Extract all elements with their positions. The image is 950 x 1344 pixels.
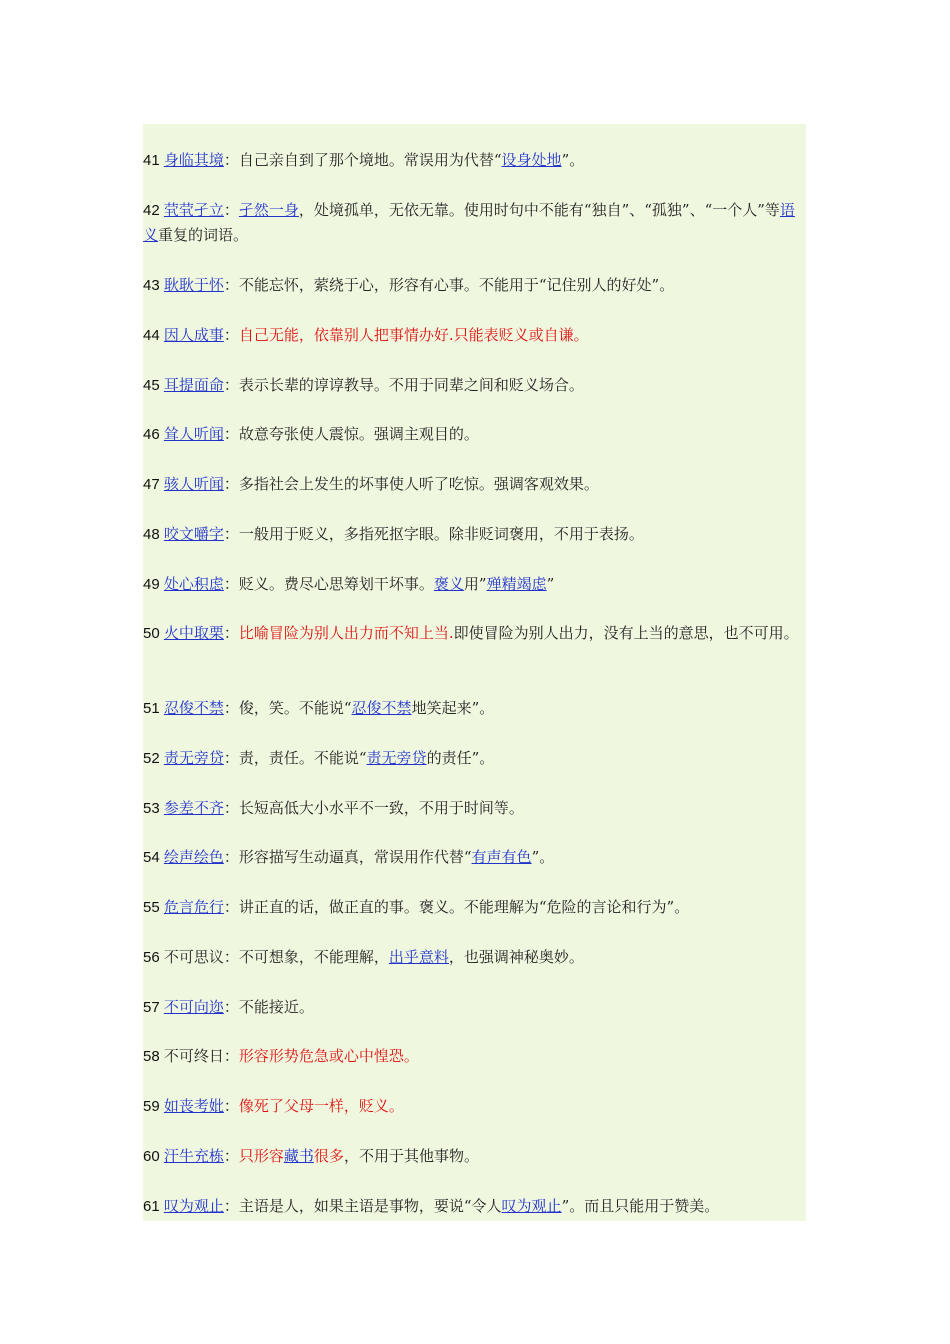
idiom-entry — [143, 796, 806, 821]
entry-text: ”。 — [531, 848, 555, 866]
entry-text: ： — [223, 1147, 239, 1165]
idiom-link[interactable]: 叹为观止 — [163, 1197, 224, 1215]
entry-text: ：主语是人，如果主语是事物，要说“令人 — [223, 1197, 502, 1215]
entry-text: ：长短高低大小水平不一致，不用于时间等。 — [223, 799, 524, 817]
idiom-entry — [143, 696, 806, 721]
idiom-entry — [143, 945, 806, 970]
idiom-link[interactable]: 茕茕孑立 — [163, 201, 224, 219]
entry-text: ”。 — [561, 151, 585, 169]
entry-text: 地笑起来”。 — [411, 699, 495, 717]
entry-text: ，也强调神秘奥妙。 — [448, 948, 584, 966]
highlighted-text: 像死了父母一样，贬义。 — [238, 1097, 404, 1115]
entry-number: 58 — [143, 1048, 164, 1065]
idiom-entry — [143, 273, 806, 298]
entry-text: ：俊，笑。不能说“ — [223, 699, 352, 717]
entry-number: 42 — [143, 202, 164, 219]
entry-number: 47 — [143, 476, 164, 493]
idiom-link[interactable]: 责无旁贷 — [163, 749, 224, 767]
entry-number: 50 — [143, 625, 164, 642]
idiom-link[interactable]: 耸人听闻 — [163, 425, 224, 443]
idiom-link[interactable]: 责无旁贷 — [366, 749, 427, 767]
entry-text: 重复的词语。 — [158, 226, 249, 244]
entry-number: 53 — [143, 800, 164, 817]
entry-text: ：自己亲自到了那个境地。常误用为代替“ — [223, 151, 502, 169]
highlighted-text: 自己无能，依靠别人把事情办好.只能表贬义或自谦。 — [238, 326, 589, 344]
idiom-entry — [143, 472, 806, 497]
entry-number: 60 — [143, 1148, 164, 1165]
idiom-entry — [143, 572, 806, 597]
entry-text: ： — [223, 624, 239, 642]
idiom-link[interactable]: 有声有色 — [471, 848, 532, 866]
entry-number: 46 — [143, 426, 164, 443]
idiom-entry — [143, 323, 806, 348]
entry-number: 44 — [143, 327, 164, 344]
highlighted-text: 很多 — [313, 1147, 344, 1165]
idiom-link[interactable]: 出乎意料 — [388, 948, 449, 966]
idiom-entry — [143, 522, 806, 547]
entry-number: 57 — [143, 999, 164, 1016]
idiom-link[interactable]: 绘声绘色 — [163, 848, 224, 866]
idiom-entry — [143, 148, 806, 173]
entry-text: ：讲正直的话，做正直的事。褒义。不能理解为“危险的言论和行为”。 — [223, 898, 690, 916]
entry-text: ：不能忘怀，萦绕于心，形容有心事。不能用于“记住别人的好处”。 — [223, 276, 675, 294]
idiom-entry — [143, 995, 806, 1020]
idiom-link[interactable]: 身临其境 — [163, 151, 224, 169]
idiom-link[interactable]: 火中取栗 — [163, 624, 224, 642]
highlighted-text: 形容形势危急或心中惶恐。 — [238, 1047, 419, 1065]
idiom-link[interactable]: 孑然一身 — [238, 201, 299, 219]
idiom-link[interactable]: 语义 — [143, 201, 795, 244]
idiom-link[interactable]: 如丧考妣 — [163, 1097, 224, 1115]
idiom-entry — [143, 895, 806, 920]
idiom-entry — [143, 373, 806, 398]
entry-text: 即使冒险为别人出力，没有上当的意思，也不可用。 — [453, 624, 799, 642]
idiom-link[interactable]: 设身处地 — [501, 151, 562, 169]
entry-text: 不可思议：不可想象，不能理解， — [163, 948, 389, 966]
idiom-link[interactable]: 耿耿于怀 — [163, 276, 224, 294]
idiom-entry — [143, 1094, 806, 1119]
entry-text: ：表示长辈的谆谆教导。不用于同辈之间和贬义场合。 — [223, 376, 584, 394]
idiom-link[interactable]: 忍俊不禁 — [351, 699, 412, 717]
idiom-link[interactable]: 咬文嚼字 — [163, 525, 224, 543]
entry-text: ”。而且只能用于赞美。 — [561, 1197, 720, 1215]
entry-text: ：多指社会上发生的坏事使人听了吃惊。强调客观效果。 — [223, 475, 599, 493]
idiom-entry — [143, 746, 806, 771]
entry-number: 61 — [143, 1198, 164, 1215]
entry-number: 52 — [143, 750, 164, 767]
entry-text: ：故意夸张使人震惊。强调主观目的。 — [223, 425, 479, 443]
entry-number: 54 — [143, 849, 164, 866]
idiom-link[interactable]: 殚精竭虑 — [486, 575, 547, 593]
idiom-link[interactable]: 藏书 — [283, 1147, 314, 1165]
entry-text: ：不能接近。 — [223, 998, 314, 1016]
entry-number: 49 — [143, 576, 164, 593]
idiom-link[interactable]: 汗牛充栋 — [163, 1147, 224, 1165]
idiom-entry — [143, 621, 806, 646]
highlighted-text: 只形容 — [238, 1147, 284, 1165]
idiom-entry — [143, 1144, 806, 1169]
idiom-entry — [143, 845, 806, 870]
idiom-entry — [143, 198, 806, 248]
entry-text: ： — [223, 1097, 239, 1115]
entry-text: ： — [223, 326, 239, 344]
idiom-link[interactable]: 危言危行 — [163, 898, 224, 916]
entry-number: 48 — [143, 526, 164, 543]
idiom-link[interactable]: 褒义 — [433, 575, 464, 593]
highlighted-text: 比喻冒险为别人出力而不知上当. — [238, 624, 454, 642]
entry-number: 59 — [143, 1098, 164, 1115]
idiom-link[interactable]: 骇人听闻 — [163, 475, 224, 493]
idiom-link[interactable]: 因人成事 — [163, 326, 224, 344]
entry-text: ，处境孤单，无依无靠。使用时句中不能有“独自”、“孤独”、“一个人”等 — [298, 201, 780, 219]
entry-number: 43 — [143, 277, 164, 294]
idiom-link[interactable]: 参差不齐 — [163, 799, 224, 817]
idiom-link[interactable]: 忍俊不禁 — [163, 699, 224, 717]
entry-text: ：贬义。费尽心思筹划干坏事。 — [223, 575, 434, 593]
entry-text: ： — [223, 201, 239, 219]
content-panel — [143, 124, 806, 1221]
idiom-entry — [143, 422, 806, 447]
entry-number: 56 — [143, 949, 164, 966]
entry-text: ，不用于其他事物。 — [343, 1147, 479, 1165]
entry-text: ：责，责任。不能说“ — [223, 749, 367, 767]
entry-text: ” — [546, 575, 555, 593]
entry-text: ：形容描写生动逼真，常误用作代替“ — [223, 848, 472, 866]
idiom-link[interactable]: 不可向迩 — [163, 998, 224, 1016]
entry-text: ：一般用于贬义，多指死抠字眼。除非贬词褒用，不用于表扬。 — [223, 525, 644, 543]
idiom-link[interactable]: 叹为观止 — [501, 1197, 562, 1215]
entry-number: 55 — [143, 899, 164, 916]
entry-text: 的责任”。 — [426, 749, 495, 767]
entry-number: 45 — [143, 377, 164, 394]
entry-text: 用” — [463, 575, 487, 593]
entry-text: 不可终日： — [163, 1047, 239, 1065]
idiom-entry — [143, 1194, 806, 1219]
idiom-link[interactable]: 耳提面命 — [163, 376, 224, 394]
idiom-link[interactable]: 处心积虑 — [163, 575, 224, 593]
entry-number: 41 — [143, 152, 164, 169]
idiom-entry — [143, 1044, 806, 1069]
entry-number: 51 — [143, 700, 164, 717]
